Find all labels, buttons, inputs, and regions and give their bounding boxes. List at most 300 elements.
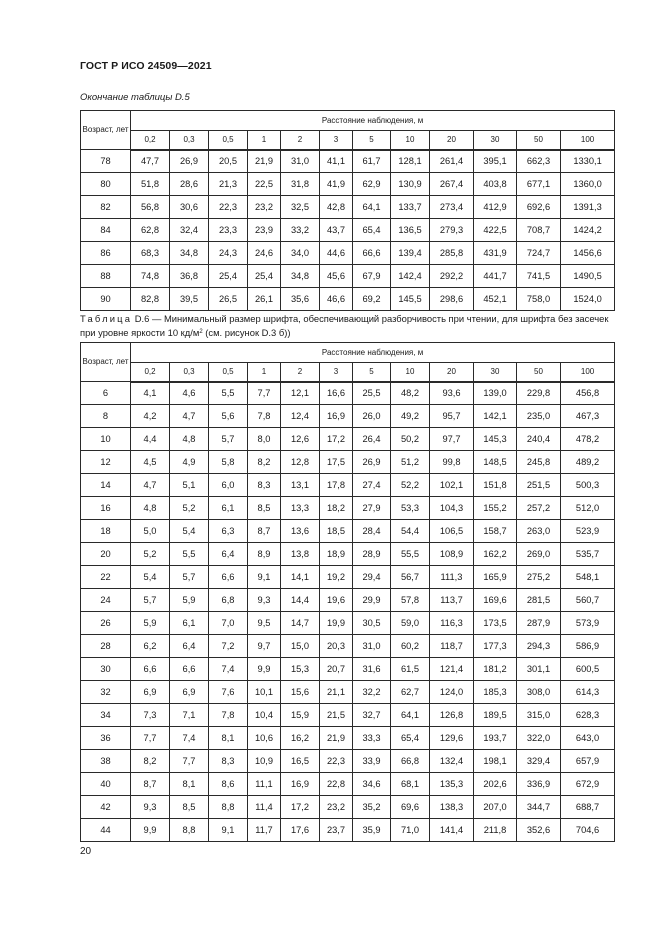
value-cell: 257,2 <box>517 497 561 520</box>
distance-column-header: 3 <box>320 131 353 150</box>
value-cell: 22,3 <box>209 196 248 219</box>
value-cell: 16,9 <box>281 773 320 796</box>
distance-columns-row <box>81 131 615 150</box>
value-cell: 165,9 <box>474 566 517 589</box>
distance-header: Расстояние наблюдения, м <box>131 111 615 131</box>
value-cell: 7,2 <box>209 635 248 658</box>
value-cell: 535,7 <box>561 543 615 566</box>
value-cell: 9,3 <box>248 589 281 612</box>
value-cell: 128,1 <box>391 150 430 173</box>
value-cell: 111,3 <box>430 566 474 589</box>
value-cell: 9,9 <box>131 819 170 842</box>
value-cell: 10,9 <box>248 750 281 773</box>
value-cell: 66,8 <box>391 750 430 773</box>
value-cell: 185,3 <box>474 681 517 704</box>
value-cell: 758,0 <box>517 288 561 311</box>
value-cell: 136,5 <box>391 219 430 242</box>
table-d5 <box>80 110 615 311</box>
distance-column-header: 5 <box>353 131 391 150</box>
value-cell: 1524,0 <box>561 288 615 311</box>
age-cell: 78 <box>81 150 131 173</box>
age-cell: 14 <box>81 474 131 497</box>
table-row <box>81 196 615 219</box>
value-cell: 6,8 <box>209 589 248 612</box>
age-cell: 26 <box>81 612 131 635</box>
value-cell: 155,2 <box>474 497 517 520</box>
value-cell: 51,2 <box>391 451 430 474</box>
value-cell: 1456,6 <box>561 242 615 265</box>
value-cell: 10,6 <box>248 727 281 750</box>
value-cell: 28,6 <box>170 173 209 196</box>
table-d6-caption <box>80 312 618 339</box>
distance-header: Расстояние наблюдения, м <box>131 343 615 363</box>
value-cell: 8,6 <box>209 773 248 796</box>
value-cell: 10,4 <box>248 704 281 727</box>
age-cell: 44 <box>81 819 131 842</box>
value-cell: 24,6 <box>248 242 281 265</box>
value-cell: 24,3 <box>209 242 248 265</box>
value-cell: 25,4 <box>209 265 248 288</box>
value-cell: 7,8 <box>209 704 248 727</box>
value-cell: 643,0 <box>561 727 615 750</box>
value-cell: 500,3 <box>561 474 615 497</box>
value-cell: 5,5 <box>170 543 209 566</box>
value-cell: 124,0 <box>430 681 474 704</box>
value-cell: 45,6 <box>320 265 353 288</box>
caption-number: D.6 <box>134 313 150 324</box>
value-cell: 6,1 <box>209 497 248 520</box>
value-cell: 26,0 <box>353 405 391 428</box>
distance-column-header: 100 <box>561 131 615 150</box>
value-cell: 19,2 <box>320 566 353 589</box>
distance-column-header: 1 <box>248 131 281 150</box>
value-cell: 8,1 <box>170 773 209 796</box>
distance-column-header: 10 <box>391 363 430 382</box>
value-cell: 614,3 <box>561 681 615 704</box>
value-cell: 7,4 <box>209 658 248 681</box>
value-cell: 235,0 <box>517 405 561 428</box>
value-cell: 133,7 <box>391 196 430 219</box>
value-cell: 16,2 <box>281 727 320 750</box>
value-cell: 4,8 <box>170 428 209 451</box>
value-cell: 7,1 <box>170 704 209 727</box>
table-body <box>81 150 615 311</box>
value-cell: 8,7 <box>131 773 170 796</box>
value-cell: 7,0 <box>209 612 248 635</box>
value-cell: 21,9 <box>320 727 353 750</box>
value-cell: 173,5 <box>474 612 517 635</box>
caption-text: — Минимальный размер шрифта, обеспечивающий разборчивость при чтении, для шрифта без засечек при уровне яркости 10 кд/м <box>80 313 609 338</box>
value-cell: 5,9 <box>131 612 170 635</box>
value-cell: 23,9 <box>248 219 281 242</box>
value-cell: 301,1 <box>517 658 561 681</box>
value-cell: 267,4 <box>430 173 474 196</box>
value-cell: 71,0 <box>391 819 430 842</box>
value-cell: 279,3 <box>430 219 474 242</box>
value-cell: 41,1 <box>320 150 353 173</box>
value-cell: 33,3 <box>353 727 391 750</box>
table-row <box>81 474 615 497</box>
value-cell: 61,7 <box>353 150 391 173</box>
value-cell: 139,0 <box>474 382 517 405</box>
value-cell: 32,2 <box>353 681 391 704</box>
value-cell: 14,1 <box>281 566 320 589</box>
age-cell: 30 <box>81 658 131 681</box>
value-cell: 15,0 <box>281 635 320 658</box>
value-cell: 1330,1 <box>561 150 615 173</box>
value-cell: 6,6 <box>131 658 170 681</box>
value-cell: 181,2 <box>474 658 517 681</box>
table-row <box>81 635 615 658</box>
value-cell: 121,4 <box>430 658 474 681</box>
value-cell: 126,8 <box>430 704 474 727</box>
age-column-header: Возраст, лет <box>81 343 131 382</box>
value-cell: 22,8 <box>320 773 353 796</box>
age-cell: 24 <box>81 589 131 612</box>
value-cell: 116,3 <box>430 612 474 635</box>
value-cell: 5,6 <box>209 405 248 428</box>
value-cell: 4,2 <box>131 405 170 428</box>
value-cell: 8,1 <box>209 727 248 750</box>
age-cell: 16 <box>81 497 131 520</box>
value-cell: 15,6 <box>281 681 320 704</box>
value-cell: 39,5 <box>170 288 209 311</box>
value-cell: 60,2 <box>391 635 430 658</box>
value-cell: 61,5 <box>391 658 430 681</box>
caption-superscript: 2 <box>199 328 203 335</box>
value-cell: 65,4 <box>353 219 391 242</box>
value-cell: 33,9 <box>353 750 391 773</box>
distance-column-header: 100 <box>561 363 615 382</box>
value-cell: 298,6 <box>430 288 474 311</box>
value-cell: 5,7 <box>209 428 248 451</box>
value-cell: 7,8 <box>248 405 281 428</box>
value-cell: 5,4 <box>131 566 170 589</box>
value-cell: 16,5 <box>281 750 320 773</box>
table-row <box>81 658 615 681</box>
value-cell: 148,5 <box>474 451 517 474</box>
value-cell: 8,7 <box>248 520 281 543</box>
value-cell: 7,7 <box>170 750 209 773</box>
table-row <box>81 428 615 451</box>
value-cell: 4,8 <box>131 497 170 520</box>
age-cell: 80 <box>81 173 131 196</box>
value-cell: 6,0 <box>209 474 248 497</box>
table-row <box>81 612 615 635</box>
value-cell: 657,9 <box>561 750 615 773</box>
value-cell: 19,9 <box>320 612 353 635</box>
value-cell: 35,2 <box>353 796 391 819</box>
value-cell: 4,4 <box>131 428 170 451</box>
value-cell: 56,7 <box>391 566 430 589</box>
distance-column-header: 0,3 <box>170 363 209 382</box>
value-cell: 8,5 <box>248 497 281 520</box>
value-cell: 240,4 <box>517 428 561 451</box>
age-cell: 34 <box>81 704 131 727</box>
value-cell: 62,9 <box>353 173 391 196</box>
value-cell: 135,3 <box>430 773 474 796</box>
distance-column-header: 5 <box>353 363 391 382</box>
value-cell: 31,0 <box>281 150 320 173</box>
value-cell: 151,8 <box>474 474 517 497</box>
value-cell: 28,9 <box>353 543 391 566</box>
table-d5-caption: Окончание таблицы D.5 <box>80 92 190 103</box>
value-cell: 692,6 <box>517 196 561 219</box>
value-cell: 5,0 <box>131 520 170 543</box>
value-cell: 26,9 <box>353 451 391 474</box>
value-cell: 20,3 <box>320 635 353 658</box>
value-cell: 573,9 <box>561 612 615 635</box>
value-cell: 6,1 <box>170 612 209 635</box>
value-cell: 11,4 <box>248 796 281 819</box>
value-cell: 29,4 <box>353 566 391 589</box>
value-cell: 704,6 <box>561 819 615 842</box>
value-cell: 48,2 <box>391 382 430 405</box>
value-cell: 5,2 <box>170 497 209 520</box>
value-cell: 32,5 <box>281 196 320 219</box>
value-cell: 9,7 <box>248 635 281 658</box>
table-body <box>81 382 615 842</box>
table-row <box>81 750 615 773</box>
value-cell: 23,2 <box>320 796 353 819</box>
value-cell: 14,4 <box>281 589 320 612</box>
table-row <box>81 265 615 288</box>
value-cell: 49,2 <box>391 405 430 428</box>
value-cell: 69,2 <box>353 288 391 311</box>
table-row <box>81 566 615 589</box>
value-cell: 139,4 <box>391 242 430 265</box>
value-cell: 193,7 <box>474 727 517 750</box>
value-cell: 6,3 <box>209 520 248 543</box>
distance-column-header: 2 <box>281 363 320 382</box>
value-cell: 352,6 <box>517 819 561 842</box>
age-cell: 8 <box>81 405 131 428</box>
value-cell: 31,6 <box>353 658 391 681</box>
value-cell: 5,4 <box>170 520 209 543</box>
value-cell: 68,1 <box>391 773 430 796</box>
value-cell: 11,1 <box>248 773 281 796</box>
value-cell: 177,3 <box>474 635 517 658</box>
value-cell: 26,5 <box>209 288 248 311</box>
value-cell: 6,4 <box>170 635 209 658</box>
value-cell: 269,0 <box>517 543 561 566</box>
value-cell: 142,1 <box>474 405 517 428</box>
value-cell: 129,6 <box>430 727 474 750</box>
value-cell: 64,1 <box>391 704 430 727</box>
value-cell: 106,5 <box>430 520 474 543</box>
distance-column-header: 0,5 <box>209 363 248 382</box>
value-cell: 31,0 <box>353 635 391 658</box>
caption-text-end: (см. рисунок D.3 б)) <box>202 326 291 338</box>
value-cell: 30,5 <box>353 612 391 635</box>
value-cell: 285,8 <box>430 242 474 265</box>
value-cell: 628,3 <box>561 704 615 727</box>
distance-column-header: 50 <box>517 131 561 150</box>
value-cell: 29,9 <box>353 589 391 612</box>
value-cell: 8,3 <box>248 474 281 497</box>
table-row <box>81 497 615 520</box>
value-cell: 600,5 <box>561 658 615 681</box>
value-cell: 4,7 <box>170 405 209 428</box>
distance-column-header: 1 <box>248 363 281 382</box>
value-cell: 336,9 <box>517 773 561 796</box>
value-cell: 322,0 <box>517 727 561 750</box>
age-cell: 36 <box>81 727 131 750</box>
value-cell: 395,1 <box>474 150 517 173</box>
value-cell: 5,9 <box>170 589 209 612</box>
value-cell: 30,6 <box>170 196 209 219</box>
age-cell: 12 <box>81 451 131 474</box>
distance-column-header: 0,2 <box>131 131 170 150</box>
value-cell: 724,7 <box>517 242 561 265</box>
value-cell: 251,5 <box>517 474 561 497</box>
value-cell: 189,5 <box>474 704 517 727</box>
table-d6 <box>80 342 615 842</box>
age-cell: 6 <box>81 382 131 405</box>
value-cell: 34,8 <box>281 265 320 288</box>
value-cell: 35,9 <box>353 819 391 842</box>
page-number: 20 <box>80 846 92 857</box>
value-cell: 741,5 <box>517 265 561 288</box>
age-cell: 32 <box>81 681 131 704</box>
value-cell: 344,7 <box>517 796 561 819</box>
value-cell: 12,1 <box>281 382 320 405</box>
value-cell: 18,2 <box>320 497 353 520</box>
value-cell: 198,1 <box>474 750 517 773</box>
value-cell: 11,7 <box>248 819 281 842</box>
value-cell: 82,8 <box>131 288 170 311</box>
value-cell: 25,4 <box>248 265 281 288</box>
value-cell: 21,1 <box>320 681 353 704</box>
value-cell: 8,5 <box>170 796 209 819</box>
value-cell: 62,8 <box>131 219 170 242</box>
value-cell: 431,9 <box>474 242 517 265</box>
value-cell: 13,1 <box>281 474 320 497</box>
value-cell: 74,8 <box>131 265 170 288</box>
value-cell: 8,2 <box>248 451 281 474</box>
value-cell: 5,7 <box>170 566 209 589</box>
value-cell: 132,4 <box>430 750 474 773</box>
value-cell: 57,8 <box>391 589 430 612</box>
value-cell: 130,9 <box>391 173 430 196</box>
value-cell: 17,2 <box>281 796 320 819</box>
table-row <box>81 173 615 196</box>
value-cell: 489,2 <box>561 451 615 474</box>
value-cell: 8,8 <box>209 796 248 819</box>
value-cell: 17,5 <box>320 451 353 474</box>
value-cell: 113,7 <box>430 589 474 612</box>
value-cell: 4,6 <box>170 382 209 405</box>
value-cell: 69,6 <box>391 796 430 819</box>
value-cell: 15,9 <box>281 704 320 727</box>
value-cell: 142,4 <box>391 265 430 288</box>
table-row <box>81 219 615 242</box>
table-row <box>81 796 615 819</box>
value-cell: 9,1 <box>209 819 248 842</box>
value-cell: 18,5 <box>320 520 353 543</box>
value-cell: 287,9 <box>517 612 561 635</box>
value-cell: 329,4 <box>517 750 561 773</box>
age-cell: 82 <box>81 196 131 219</box>
age-cell: 20 <box>81 543 131 566</box>
value-cell: 281,5 <box>517 589 561 612</box>
distance-column-header: 10 <box>391 131 430 150</box>
age-cell: 38 <box>81 750 131 773</box>
age-cell: 22 <box>81 566 131 589</box>
value-cell: 7,4 <box>170 727 209 750</box>
value-cell: 51,8 <box>131 173 170 196</box>
value-cell: 456,8 <box>561 382 615 405</box>
value-cell: 28,4 <box>353 520 391 543</box>
value-cell: 7,6 <box>209 681 248 704</box>
value-cell: 441,7 <box>474 265 517 288</box>
distance-column-header: 30 <box>474 131 517 150</box>
table-row <box>81 704 615 727</box>
value-cell: 6,6 <box>170 658 209 681</box>
value-cell: 6,4 <box>209 543 248 566</box>
value-cell: 8,2 <box>131 750 170 773</box>
value-cell: 4,9 <box>170 451 209 474</box>
value-cell: 548,1 <box>561 566 615 589</box>
value-cell: 672,9 <box>561 773 615 796</box>
value-cell: 1360,0 <box>561 173 615 196</box>
value-cell: 34,0 <box>281 242 320 265</box>
value-cell: 12,4 <box>281 405 320 428</box>
value-cell: 14,7 <box>281 612 320 635</box>
value-cell: 43,7 <box>320 219 353 242</box>
value-cell: 20,7 <box>320 658 353 681</box>
value-cell: 422,5 <box>474 219 517 242</box>
value-cell: 1490,5 <box>561 265 615 288</box>
value-cell: 688,7 <box>561 796 615 819</box>
value-cell: 169,6 <box>474 589 517 612</box>
value-cell: 23,3 <box>209 219 248 242</box>
distance-column-header: 30 <box>474 363 517 382</box>
value-cell: 145,5 <box>391 288 430 311</box>
value-cell: 21,3 <box>209 173 248 196</box>
value-cell: 207,0 <box>474 796 517 819</box>
value-cell: 5,5 <box>209 382 248 405</box>
table-row <box>81 819 615 842</box>
value-cell: 6,2 <box>131 635 170 658</box>
value-cell: 677,1 <box>517 173 561 196</box>
value-cell: 47,7 <box>131 150 170 173</box>
value-cell: 95,7 <box>430 405 474 428</box>
value-cell: 523,9 <box>561 520 615 543</box>
value-cell: 294,3 <box>517 635 561 658</box>
value-cell: 93,6 <box>430 382 474 405</box>
value-cell: 27,9 <box>353 497 391 520</box>
table-row <box>81 589 615 612</box>
table-row <box>81 150 615 173</box>
value-cell: 59,0 <box>391 612 430 635</box>
value-cell: 13,8 <box>281 543 320 566</box>
age-cell: 42 <box>81 796 131 819</box>
value-cell: 108,9 <box>430 543 474 566</box>
value-cell: 15,3 <box>281 658 320 681</box>
value-cell: 1391,3 <box>561 196 615 219</box>
distance-column-header: 0,3 <box>170 131 209 150</box>
value-cell: 662,3 <box>517 150 561 173</box>
value-cell: 315,0 <box>517 704 561 727</box>
value-cell: 141,4 <box>430 819 474 842</box>
value-cell: 17,6 <box>281 819 320 842</box>
value-cell: 202,6 <box>474 773 517 796</box>
age-cell: 10 <box>81 428 131 451</box>
value-cell: 31,8 <box>281 173 320 196</box>
value-cell: 23,2 <box>248 196 281 219</box>
distance-column-header: 20 <box>430 131 474 150</box>
